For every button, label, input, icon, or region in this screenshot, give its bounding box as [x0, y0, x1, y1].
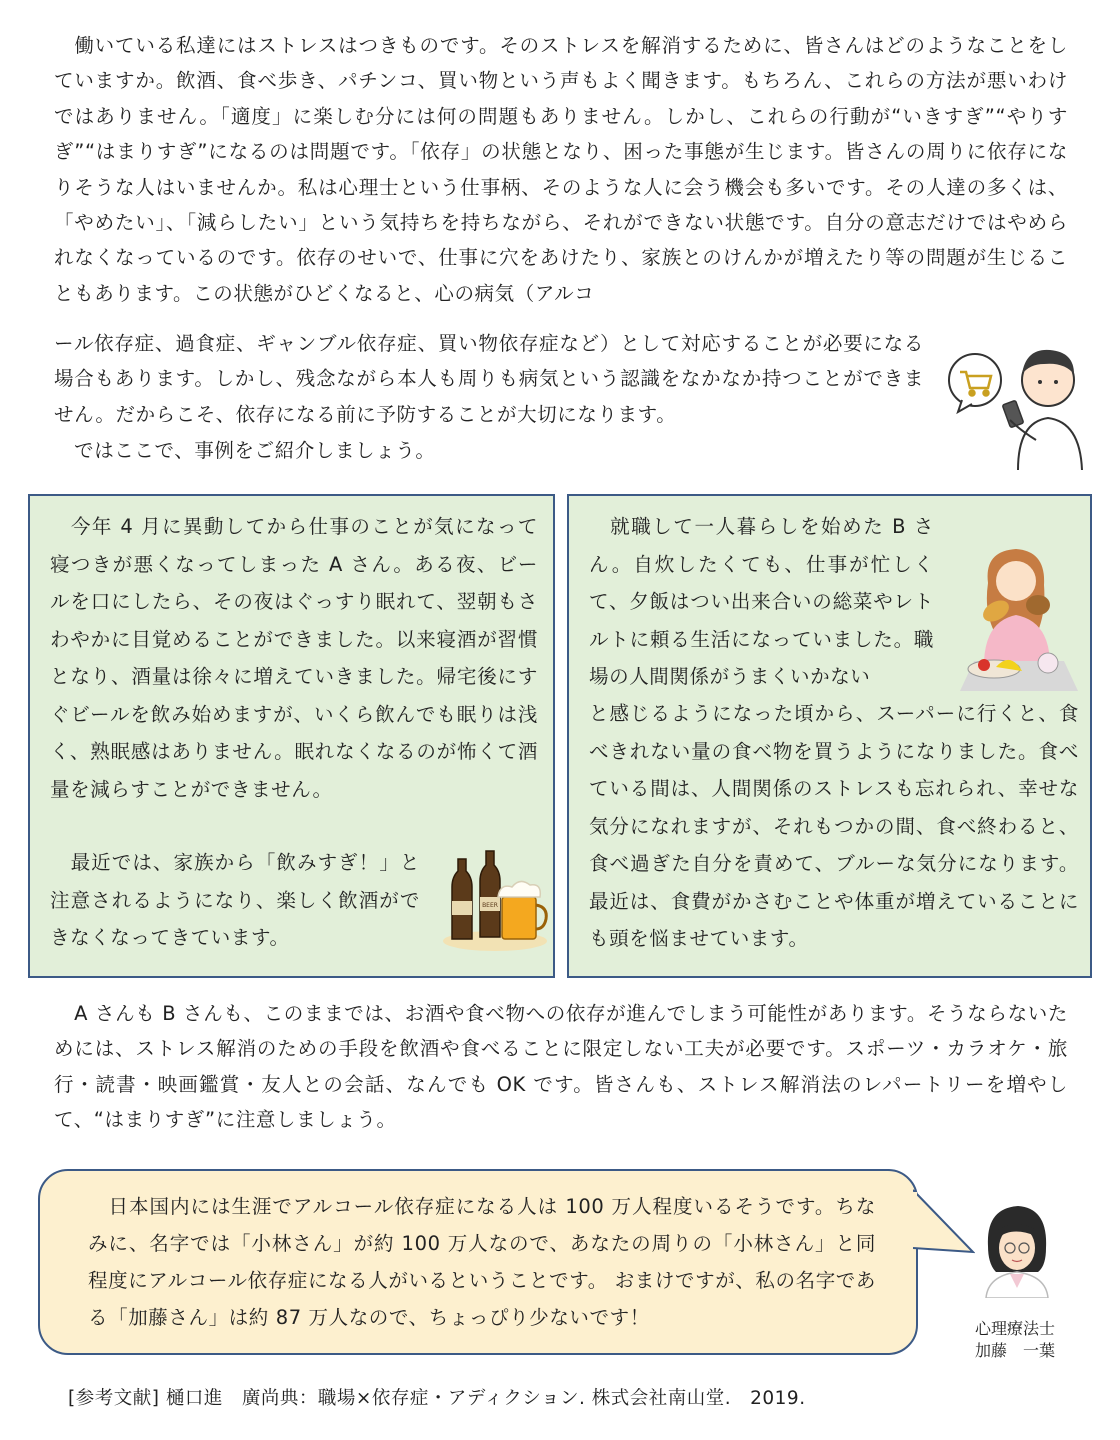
author-credit [945, 1318, 1085, 1362]
intro-paragraph: 働いている私達にはストレスはつきものです。そのストレスを解消するために、皆さんはどのようなことをしていますか。飲酒、食べ歩き、パチンコ、買い物という声もよく聞きます。もちろん、これらの方法が悪いわけではありません。「適度」に楽しむ分には何の問題もありません。しかし、これらの行動が“いきすぎ”“やりすぎ”“はまりすぎ”になるのは問題です。「依存」の状態となり、困った事態が生じます。皆さんの周りに依存になりそうな人はいませんか。私は心理士という仕事柄、そのような人に会う機会も多いです。その人達の多くは、「やめたい」、「減らしたい」という気持ちを持ちながら、それができない状態です。自分の意志だけではやめられなくなっているのです。依存のせいで、仕事に穴をあけたり、家族とのけんかが増えたり等の問題が生じることもあります。この状態がひどくなると、心の病気（アルコ [54, 34, 1068, 305]
summary-paragraph: A さんも B さんも、このままでは、お酒や食べ物への依存が進んでしまう可能性があります。そうならないためには、ストレス解消のための手段を飲酒や食べることに限定しない工夫が必要です。スポーツ・カラオケ・旅行・読書・映画鑑賞・友人との会話、なんでも OK です。皆さんも、ストレス解消法のレパートリーを増やして、“はまりすぎ”に注意しましょう。 [54, 1002, 1068, 1132]
speech-bubble-tail [913, 1188, 975, 1268]
case-b-box [567, 494, 1092, 978]
woman-eating-icon [954, 541, 1084, 691]
intro-closing: ではここで、事例をご紹介しましょう。 [74, 439, 436, 462]
trivia-speech-bubble [38, 1169, 918, 1355]
reference-citation: [参考文献] 樋口進 廣尚典：職場×依存症・アディクション. 株式会社南山堂. 2019. [68, 1388, 806, 1409]
beer-label: BEER [482, 902, 498, 909]
author-name: 加藤 一葉 [974, 1341, 1055, 1360]
case-b-paragraph-continued: と感じるようになった頃から、スーパーに行くと、食べきれない量の食べ物を買うようになりました。食べている間は、人間関係のストレスも忘れられ、幸せな気分になれますが、それもつかの間、食べ終わると、食べ過ぎた自分を責めて、ブルーな気分になります。最近は、食費がかさむことや体重が増えていることにも頭を悩ませています。 [589, 702, 1079, 950]
trivia-text: 日本国内には生涯でアルコール依存症になる人は 100 万人程度いるそうです。ちなみに、名字では「小林さん」が約 100 万人なので、あなたの周りの「小林さん」と同程度にアルコール依存症になる人がいるということです。 おまけですが、私の名字である「加藤さん」は約 87 万人なので、ちょっぴり少ないです！ [88, 1195, 876, 1329]
counselor-avatar-icon [982, 1202, 1052, 1298]
case-a-paragraph-recent: 最近では、家族から「飲みすぎ！」と注意されるようになり、楽しく飲酒ができなくなってきています。 [50, 851, 420, 949]
case-b-paragraph: 就職して一人暮らしを始めた B さん。自炊したくても、仕事が忙しくて、夕飯はつい出来合いの総菜やレトルトに頼る生活になっていました。職場の人間関係がうまくいかない [589, 515, 934, 688]
author-title: 心理療法士 [974, 1319, 1055, 1338]
case-a-box [28, 494, 555, 978]
intro-paragraph-continued: ール依存症、過食症、ギャンブル依存症、買い物依存症など）として対応することが必要になる場合もあります。しかし、残念ながら本人も周りも病気という認識をなかなか持つことができません。だからこそ、依存になる前に予防することが大切になります。 [54, 332, 924, 426]
beer-bottles-icon [440, 841, 550, 951]
man-shopping-phone-icon [940, 330, 1090, 470]
case-a-paragraph: 今年 4 月に異動してから仕事のことが気になって寝つきが悪くなってしまった A さん。ある夜、ビールを口にしたら、その夜はぐっすり眠れて、翌朝もさわやかに目覚めることができました。以来寝酒が習慣となり、酒量は徐々に増えていきました。帰宅後にすぐビールを飲み始めますが、いくら飲んでも眠りは浅く、熟眠感はありません。眠れなくなるのが怖くて酒量を減らすことができません。 [50, 515, 538, 801]
